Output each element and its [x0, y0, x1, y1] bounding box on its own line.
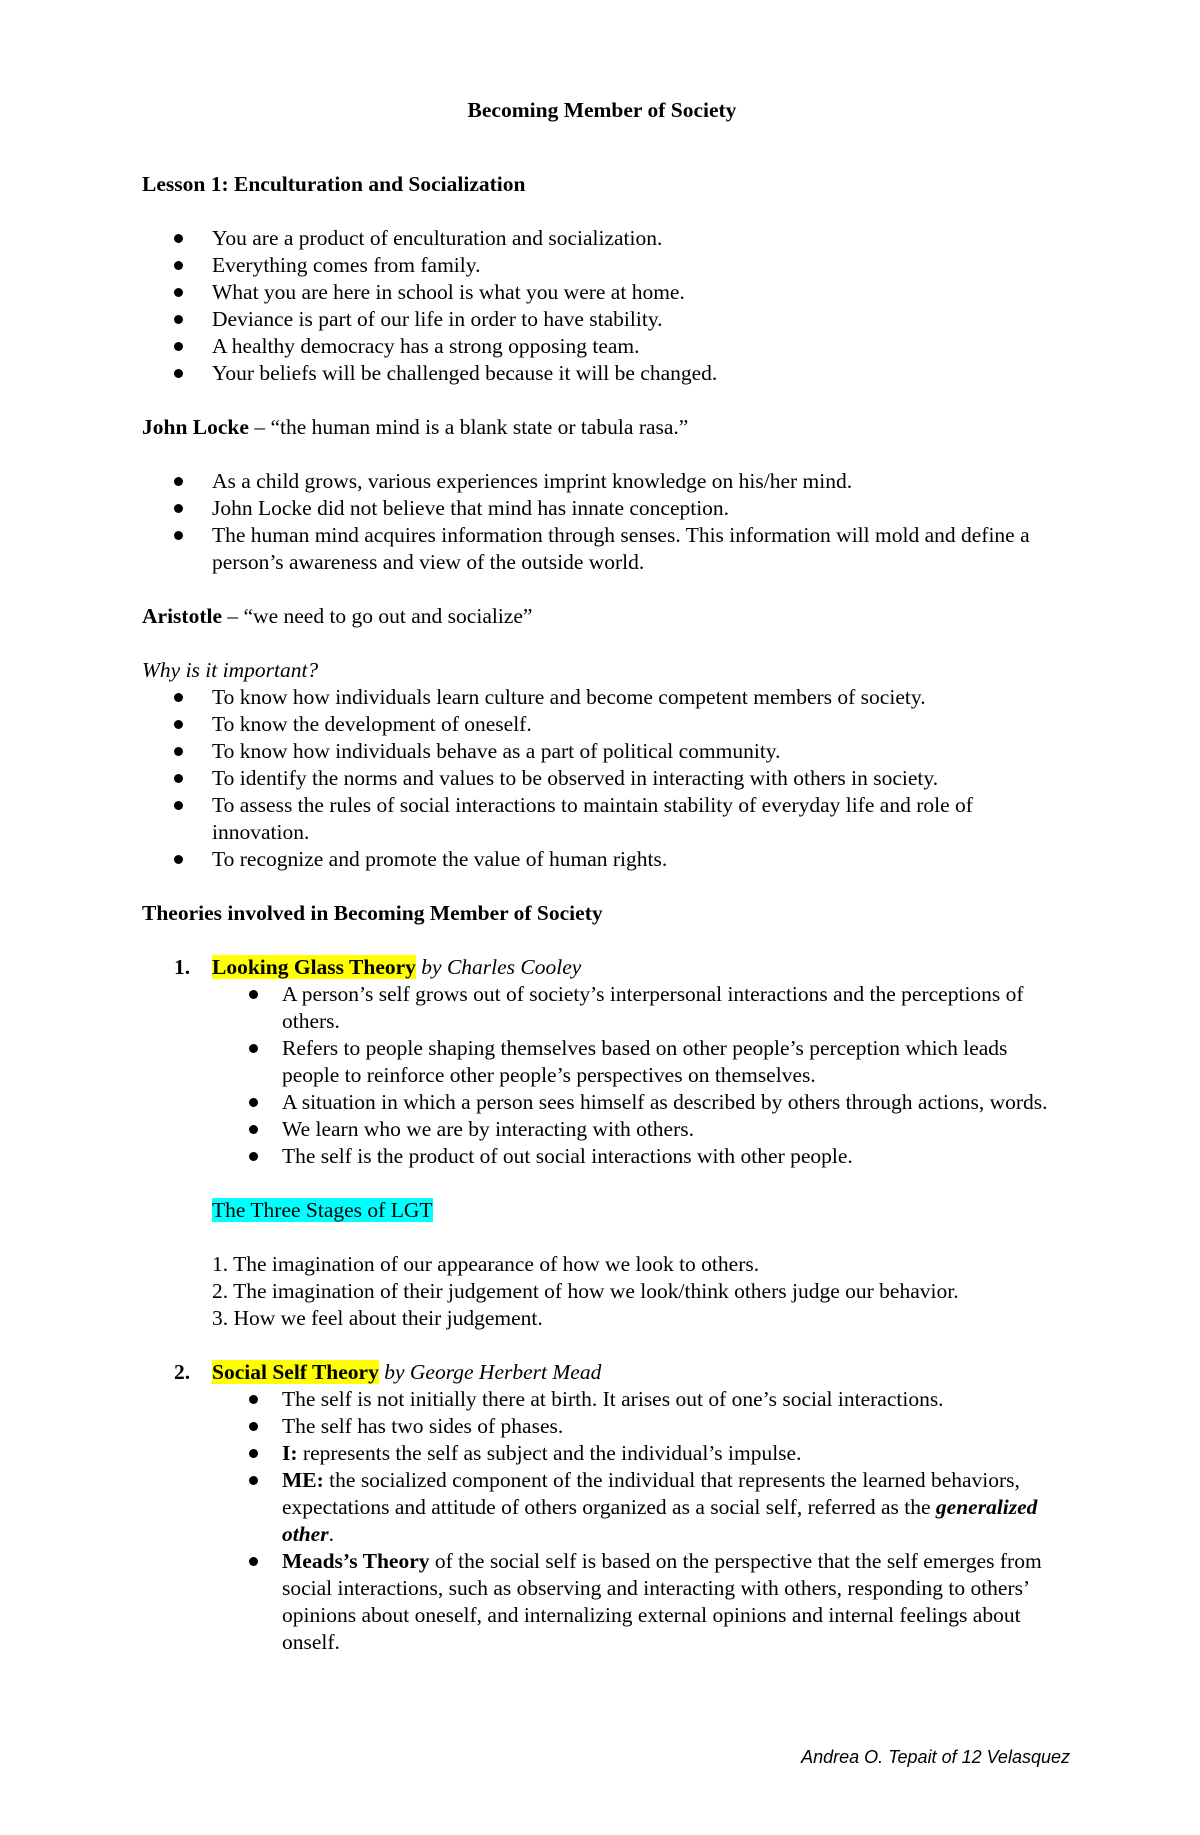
- meads-label: Meads’s Theory: [282, 1549, 430, 1573]
- theory-name: Social Self Theory: [212, 1360, 379, 1384]
- importance-question: Why is it important?: [142, 658, 319, 682]
- stage-item: 2. The imagination of their judgement of how we look/think others judge our behavior.: [212, 1279, 959, 1303]
- theory-author: by Charles Cooley: [415, 955, 582, 979]
- list-item: John Locke did not believe that mind has innate conception.: [142, 495, 1062, 522]
- theory-number: 1.: [174, 955, 191, 979]
- list-item: To know the development of oneself.: [142, 711, 1062, 738]
- list-item: To recognize and promote the value of human rights.: [142, 846, 1062, 873]
- stage-item: 3. How we feel about their judgement.: [212, 1306, 543, 1330]
- lesson-bullet-list: [142, 225, 1062, 387]
- me-term: generalized other: [282, 1495, 1038, 1546]
- list-item: As a child grows, various experiences imprint knowledge on his/her mind.: [142, 468, 1062, 495]
- list-item: Your beliefs will be challenged because it will be changed.: [142, 360, 1062, 387]
- list-item: Refers to people shaping themselves based on other people’s perception which leads people to reinforce other people’s perspectives on themselves.: [212, 1035, 1062, 1089]
- i-label: I:: [282, 1441, 298, 1465]
- stage-item: 1. The imagination of our appearance of how we look to others.: [212, 1252, 760, 1276]
- list-item: The self has two sides of phases.: [212, 1413, 1062, 1440]
- theory-title-line: [212, 1359, 1062, 1386]
- theory-title-line: [212, 954, 1062, 981]
- theory-bullet-list: [212, 1386, 1062, 1656]
- list-item: To know how individuals learn culture and become competent members of society.: [142, 684, 1062, 711]
- list-item: [212, 1548, 1062, 1656]
- list-item: [212, 1467, 1062, 1548]
- me-text: the socialized component of the individual that represents the learned behaviors, expectations and attitude of others organized as a social self, referred as the: [282, 1468, 1020, 1519]
- aristotle-line: [142, 603, 1062, 630]
- stages-heading: The Three Stages of LGT: [212, 1198, 433, 1222]
- list-item: A situation in which a person sees himself as described by others through actions, words.: [212, 1089, 1062, 1116]
- locke-name: John Locke: [142, 415, 249, 439]
- list-item: The self is not initially there at birth. It arises out of one’s social interactions.: [212, 1386, 1062, 1413]
- list-item: To assess the rules of social interactions to maintain stability of everyday life and role of innovation.: [142, 792, 1062, 846]
- list-item: Everything comes from family.: [142, 252, 1062, 279]
- document-body: [142, 97, 1062, 1656]
- list-item: The human mind acquires information through senses. This information will mold and define a person’s awareness and view of the outside world.: [142, 522, 1062, 576]
- importance-bullet-list: [142, 684, 1062, 873]
- theory-bullet-list: [212, 981, 1062, 1170]
- locke-quote: – “the human mind is a blank state or tabula rasa.”: [248, 415, 689, 439]
- list-item: To identify the norms and values to be observed in interacting with others in society.: [142, 765, 1062, 792]
- theory-looking-glass: [142, 954, 1062, 1332]
- meads-text: of the social self is based on the perspective that the self emerges from social interactions, such as observing and interacting with others, responding to others’ opinions about oneself, and internalizing external opinions and internal feelings about onself.: [282, 1549, 1042, 1654]
- list-item: A healthy democracy has a strong opposing team.: [142, 333, 1062, 360]
- list-item: [212, 1440, 1062, 1467]
- document-title: Becoming Member of Society: [467, 98, 737, 122]
- i-text: represents the self as subject and the individual’s impulse.: [297, 1441, 802, 1465]
- list-item: What you are here in school is what you were at home.: [142, 279, 1062, 306]
- theory-author: by George Herbert Mead: [378, 1360, 602, 1384]
- theory-number: 2.: [174, 1360, 191, 1384]
- list-item: You are a product of enculturation and socialization.: [142, 225, 1062, 252]
- locke-line: [142, 414, 1062, 441]
- aristotle-quote: – “we need to go out and socialize”: [222, 604, 533, 628]
- list-item: We learn who we are by interacting with others.: [212, 1116, 1062, 1143]
- locke-bullet-list: [142, 468, 1062, 576]
- page-footer: Andrea O. Tepait of 12 Velasquez: [801, 1747, 1070, 1767]
- theories-heading: Theories involved in Becoming Member of Society: [142, 901, 603, 925]
- list-item: To know how individuals behave as a part of political community.: [142, 738, 1062, 765]
- stages-heading-line: [212, 1197, 1062, 1224]
- aristotle-name: Aristotle: [142, 604, 222, 628]
- lesson-heading: Lesson 1: Enculturation and Socialization: [142, 172, 526, 196]
- me-label: ME:: [282, 1468, 324, 1492]
- theory-social-self: [142, 1359, 1062, 1656]
- list-item: A person’s self grows out of society’s interpersonal interactions and the perceptions of others.: [212, 981, 1062, 1035]
- theory-name: Looking Glass Theory: [212, 955, 416, 979]
- list-item: Deviance is part of our life in order to have stability.: [142, 306, 1062, 333]
- me-end: .: [328, 1522, 334, 1546]
- list-item: The self is the product of out social interactions with other people.: [212, 1143, 1062, 1170]
